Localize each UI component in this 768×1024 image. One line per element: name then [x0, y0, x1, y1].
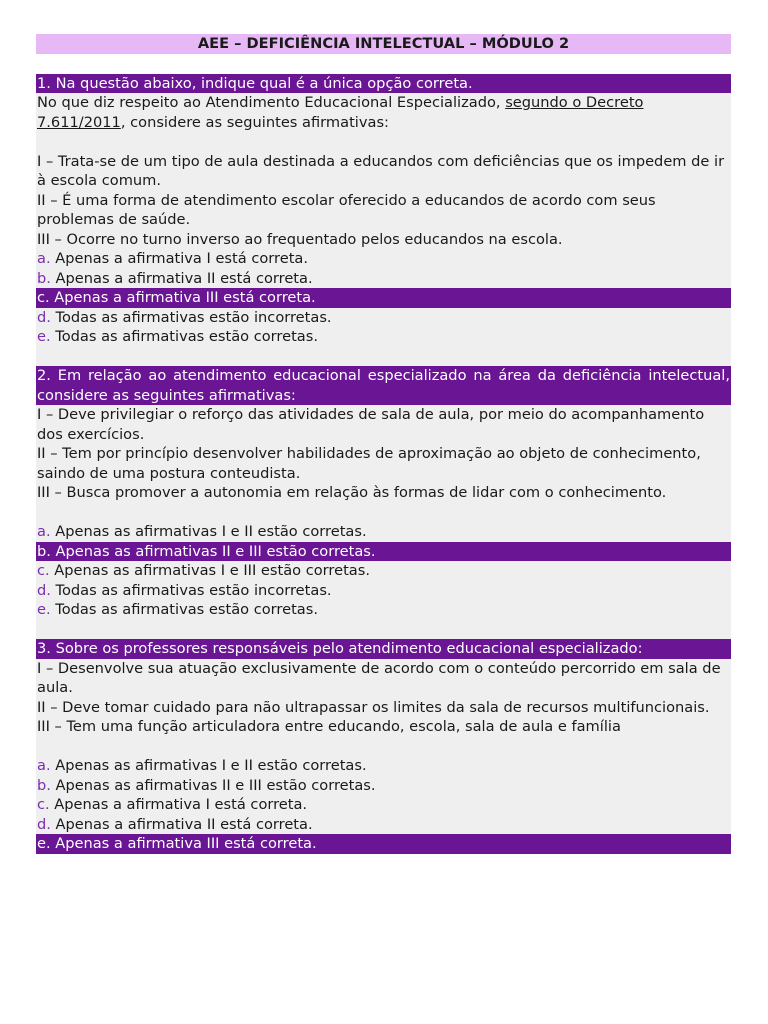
option-letter: d. — [37, 581, 51, 599]
statement-2: II – Tem por princípio desenvolver habilidades de aproximação ao objeto de conhecimento, saindo de uma postura conteudista. — [37, 445, 701, 482]
option-text: Apenas as afirmativas I e III estão corretas. — [49, 562, 370, 579]
spacer — [36, 54, 731, 74]
question-3-header: 3. Sobre os professores responsáveis pelo atendimento educacional especializado: — [36, 639, 731, 659]
option-letter: a. — [37, 250, 51, 267]
question-1-intro — [36, 93, 731, 132]
option-text: Apenas a afirmativa I está correta. — [50, 250, 308, 267]
option-d — [36, 815, 731, 835]
option-letter: e. — [37, 601, 51, 618]
option-d — [36, 308, 731, 328]
statement-3: III – Ocorre no turno inverso ao frequentado pelos educandos na escola. — [37, 230, 563, 248]
intro-text-a: No que diz respeito ao Atendimento Educacional Especializado, — [37, 94, 506, 111]
option-letter: c. — [37, 289, 50, 306]
option-e — [36, 327, 731, 347]
option-text: Todas as afirmativas estão corretas. — [50, 328, 318, 345]
option-letter: a. — [37, 757, 51, 774]
option-letter: e. — [37, 328, 51, 345]
decree-reference: segundo o Decreto 7.611/2011 — [37, 94, 644, 131]
option-text: Todas as afirmativas estão incorretas. — [50, 581, 332, 599]
statement-2: II – Deve tomar cuidado para não ultrapassar os limites da sala de recursos multifuncionais. — [37, 698, 710, 716]
option-c — [36, 561, 731, 581]
option-text: Apenas as afirmativas I e II estão corretas. — [50, 757, 367, 774]
option-text: Apenas a afirmativa III está correta. — [49, 289, 316, 306]
option-letter: d. — [37, 308, 51, 326]
statement-2: II – É uma forma de atendimento escolar oferecido a educandos de acordo com seus problemas de saúde. — [37, 191, 656, 228]
spacer — [36, 620, 731, 640]
option-text: Apenas a afirmativa II está correta. — [50, 269, 313, 287]
option-text: Apenas as afirmativas II e III estão corretas. — [50, 776, 376, 794]
question-2 — [36, 366, 731, 639]
option-text: Todas as afirmativas estão corretas. — [50, 601, 318, 618]
question-1-header: 1. Na questão abaixo, indique qual é a única opção correta. — [36, 74, 731, 94]
option-letter: c. — [37, 796, 50, 813]
question-1 — [36, 74, 731, 367]
spacer — [36, 737, 731, 757]
option-text: Apenas as afirmativas I e II estão corretas. — [50, 523, 367, 540]
option-a — [36, 249, 731, 269]
option-b-correct — [36, 542, 731, 562]
option-letter: b. — [37, 269, 51, 287]
option-text: Todas as afirmativas estão incorretas. — [50, 308, 332, 326]
option-letter: e. — [37, 835, 51, 852]
option-text: Apenas a afirmativa I está correta. — [49, 796, 308, 813]
option-b — [36, 776, 731, 796]
question-3 — [36, 639, 731, 854]
option-c — [36, 795, 731, 815]
statement-1: I – Deve privilegiar o reforço das atividades de sala de aula, por meio do acompanhamento dos exercícios. — [37, 406, 705, 443]
intro-text-b: , considere as seguintes afirmativas: — [120, 113, 389, 131]
statement-3: III – Busca promover a autonomia em relação às formas de lidar com o conhecimento. — [37, 484, 667, 501]
option-d — [36, 581, 731, 601]
spacer — [36, 503, 731, 523]
option-e — [36, 600, 731, 620]
spacer — [36, 347, 731, 367]
spacer — [36, 132, 731, 152]
option-letter: a. — [37, 523, 51, 540]
document-title: AEE – DEFICIÊNCIA INTELECTUAL – MÓDULO 2 — [36, 34, 731, 54]
question-2-header: 2. Em relação ao atendimento educacional especializado na área da deficiência intelectual, considere as seguintes afirmativas: — [37, 367, 730, 404]
document-content — [36, 34, 731, 854]
option-b — [36, 269, 731, 289]
option-letter: c. — [37, 562, 50, 579]
option-text: Apenas as afirmativas II e III estão corretas. — [50, 542, 376, 560]
option-e-correct — [36, 834, 731, 854]
option-a — [36, 756, 731, 776]
option-a — [36, 522, 731, 542]
option-letter: b. — [37, 776, 51, 794]
statement-1: I – Desenvolve sua atuação exclusivamente de acordo com o conteúdo percorrido em sala de aula. — [37, 659, 721, 696]
option-c-correct — [36, 288, 731, 308]
statement-1: I – Trata-se de um tipo de aula destinada a educandos com deficiências que os impedem de ir à escola comum. — [37, 152, 725, 189]
option-letter: b. — [37, 542, 51, 560]
option-letter: d. — [37, 815, 51, 833]
statement-3: III – Tem uma função articuladora entre educando, escola, sala de aula e família — [37, 718, 621, 735]
option-text: Apenas a afirmativa III está correta. — [50, 835, 317, 852]
option-text: Apenas a afirmativa II está correta. — [50, 815, 313, 833]
